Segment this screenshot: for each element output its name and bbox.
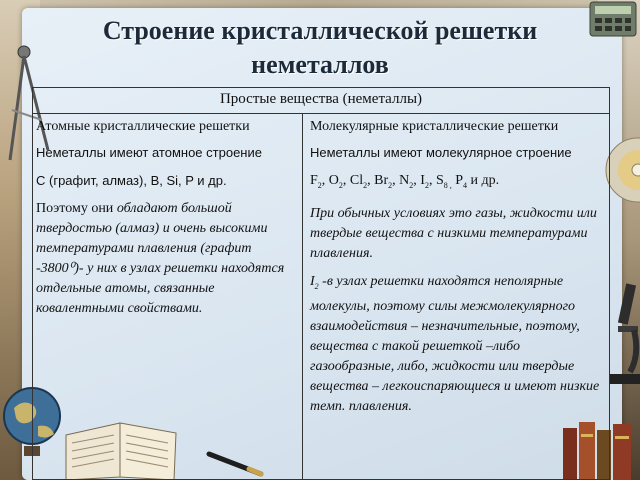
formula-subscript: 2	[338, 180, 343, 190]
formula-part: , N	[392, 173, 410, 188]
molecular-explanation	[310, 272, 605, 417]
atomic-lattice-heading: Атомные кристаллические решетки	[36, 119, 250, 134]
molecular-lattice-heading: Молекулярные кристаллические решетки	[310, 119, 559, 134]
molecular-lattice-column	[303, 114, 609, 479]
formula-subscript: 2	[388, 180, 393, 190]
formula-subscript: 8 ,	[443, 180, 452, 190]
iodine-subscript: 2	[314, 281, 319, 291]
formula-part: , S	[428, 173, 444, 188]
formula-part: P	[451, 173, 464, 188]
formula-subscript: 4	[463, 180, 468, 190]
formula-part: , O	[321, 173, 339, 188]
formula-part: , I	[413, 173, 425, 188]
atomic-structure-text: Неметаллы имеют атомное строение	[36, 145, 262, 160]
atomic-properties-italic: обладают большой твердостью (алмаз) и очень высокими температурами плавления (графит -3800⁰)- у них в узлах решетки находятся отдельные атомы, связанные ковалентными свойствами.	[36, 201, 285, 316]
comparison-table	[32, 87, 610, 480]
formula-part: F	[310, 173, 318, 188]
formula-part: , Br	[367, 173, 389, 188]
molecular-examples	[310, 171, 605, 196]
molecular-explanation-text: -в узлах решетки находятся неполярные молекулы, поэтому силы межмолекулярного взаимодействия – незначительные, поэтому, вещества с такой решеткой –либо газообразные, либо, жидкости или твердые вещества – легкоиспаряющиеся и имеют низкие темп. плавления.	[310, 273, 600, 414]
atomic-lattice-column	[33, 114, 303, 479]
atomic-examples: С (графит, алмаз), B, Si, P и др.	[36, 173, 227, 188]
formula-subscript: 2	[424, 180, 429, 190]
table-header: Простые вещества (неметаллы)	[33, 88, 609, 114]
molecular-structure-text: Неметаллы имеют молекулярное строение	[310, 145, 572, 160]
iodine-symbol: I	[310, 273, 315, 289]
formula-part: и др.	[467, 173, 500, 188]
atomic-properties	[36, 199, 299, 319]
slide-title: Строение кристаллической решетки неметаллов	[102, 16, 538, 79]
formula-subscript: 2	[409, 180, 414, 190]
molecular-conditions: При обычных условиях это газы, жидкости или твердые вещества с низкими температурами плавления.	[310, 205, 597, 261]
formula-part: , Cl	[342, 173, 364, 188]
formula-subscript: 2	[363, 180, 368, 190]
formula-subscript: 2	[317, 180, 322, 190]
atomic-properties-lead: Поэтому они	[36, 201, 117, 216]
